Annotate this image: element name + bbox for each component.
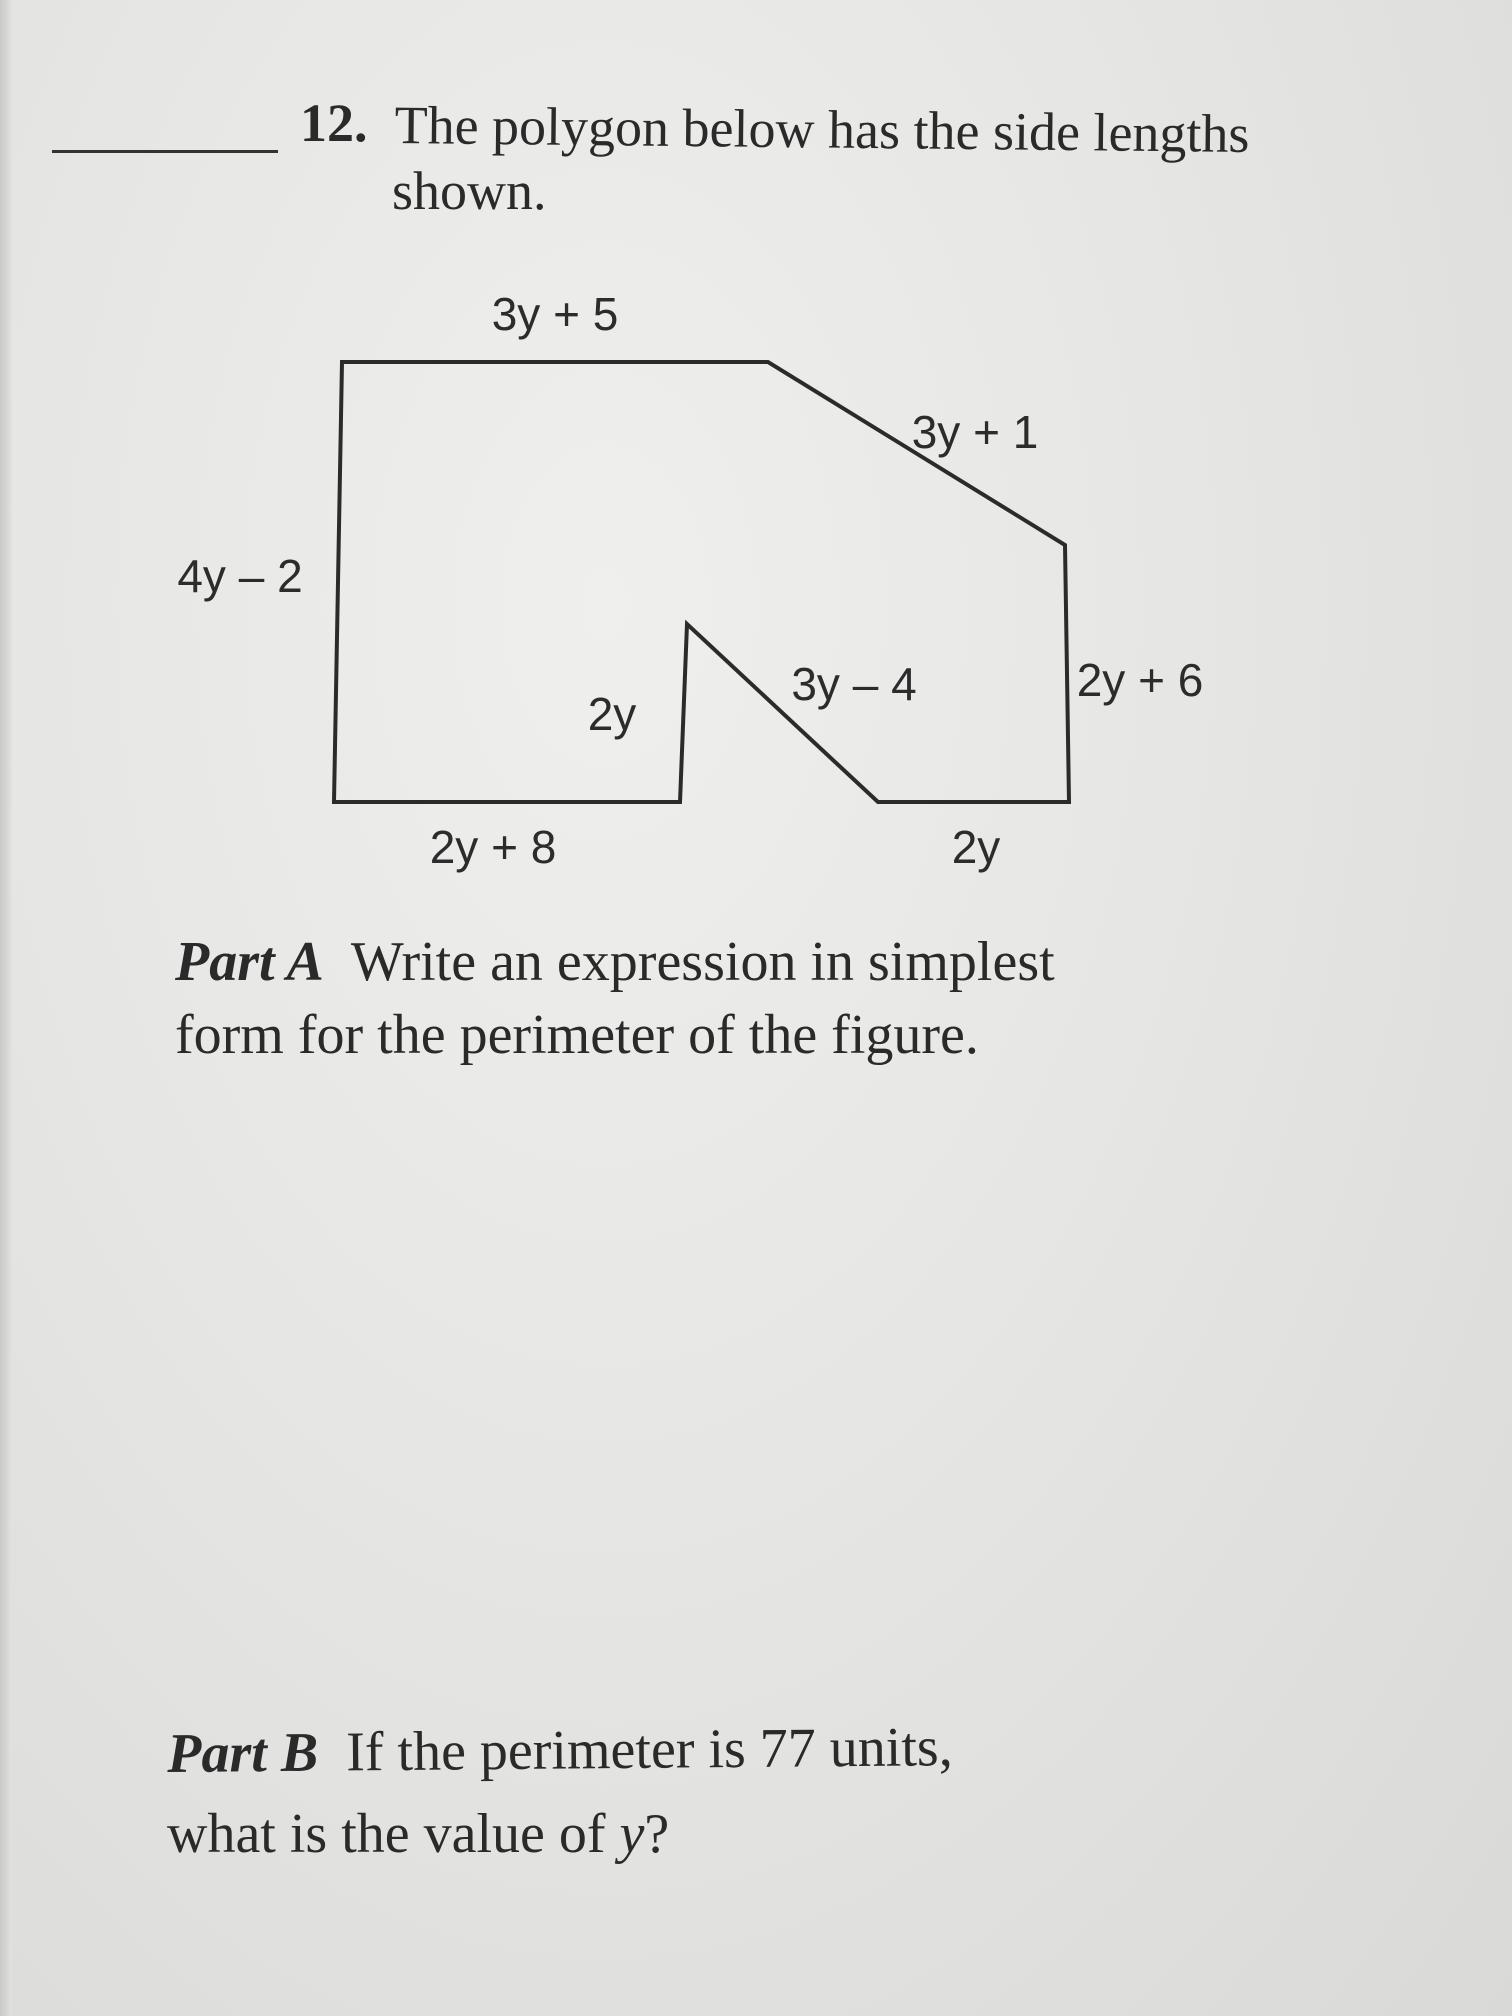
label-top-right-slant: 3y + 1	[911, 406, 1039, 458]
question-text-line2: shown.	[392, 161, 547, 221]
label-bottom-right: 2y	[951, 821, 1001, 873]
part-b-line2	[167, 1802, 669, 1866]
label-left: 4y – 2	[177, 550, 303, 602]
part-b-text2: what is the value of	[167, 1803, 620, 1865]
label-bottom-left: 2y + 8	[429, 821, 557, 873]
label-top: 3y + 5	[491, 288, 619, 340]
part-b-variable: y	[619, 1803, 645, 1865]
label-right: 2y + 6	[1076, 654, 1204, 706]
part-b-question-mark: ?	[644, 1803, 670, 1865]
part-a-text: Write an expression in simplest	[350, 931, 1055, 993]
part-b-label: Part B	[167, 1721, 319, 1785]
question-text-line1: The polygon below has the side lengths	[394, 94, 1250, 164]
label-inner-vertical: 2y	[587, 688, 637, 740]
part-a-label: Part A	[175, 931, 324, 993]
part-b-line1	[167, 1715, 953, 1786]
question-number: 12.	[300, 93, 368, 153]
label-inner-slant: 3y – 4	[791, 658, 917, 710]
part-a-line2: form for the perimeter of the figure.	[175, 1004, 979, 1066]
part-a-line1	[175, 930, 1055, 994]
part-b-text: If the perimeter is 77 units,	[345, 1716, 953, 1784]
